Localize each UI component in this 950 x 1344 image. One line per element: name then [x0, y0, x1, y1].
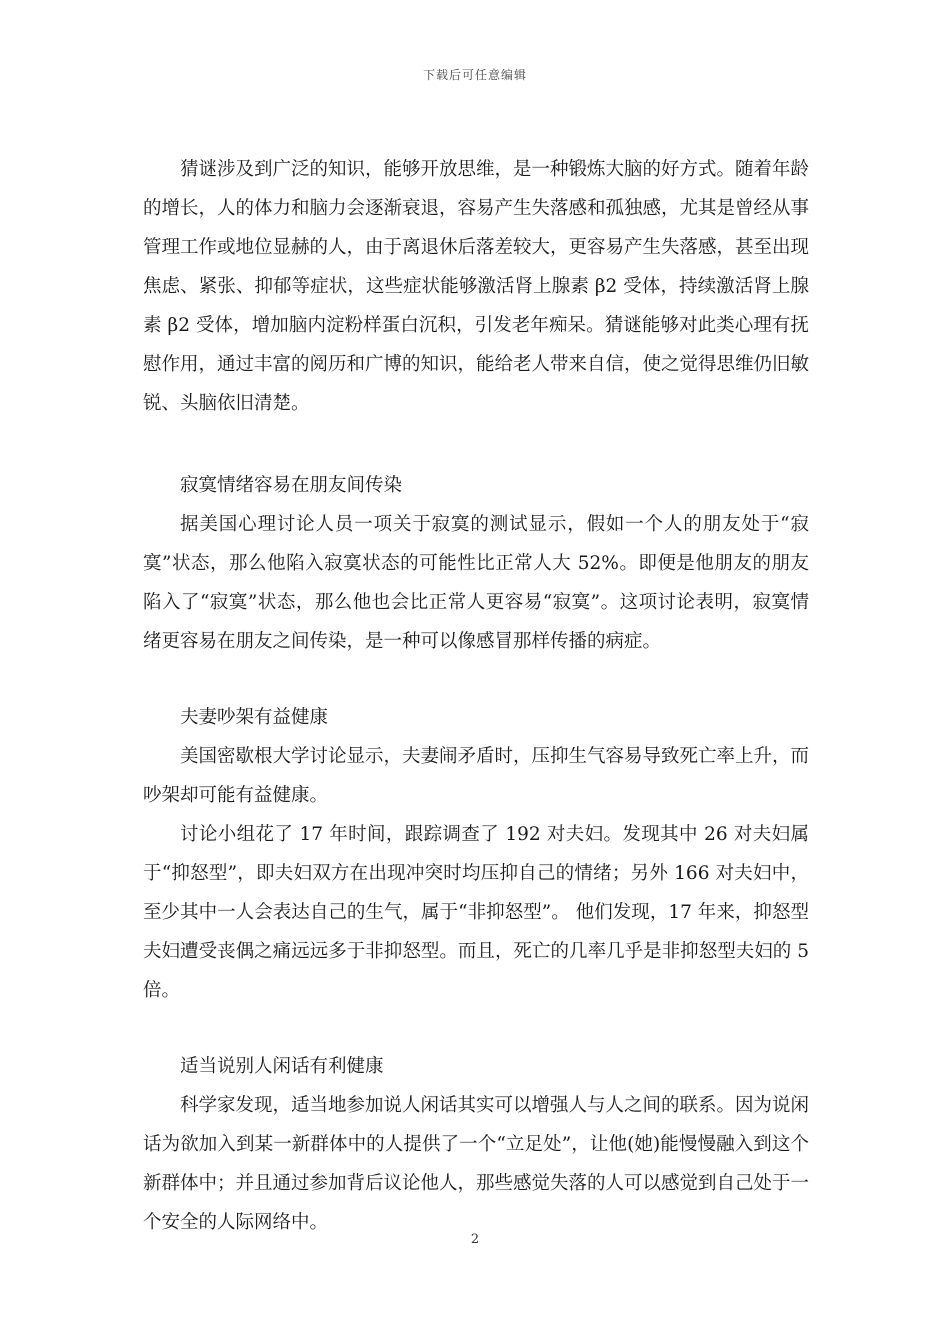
page-number: 2	[470, 1232, 480, 1247]
paragraph-loneliness: 据美国心理讨论人员一项关于寂寞的测试显示，假如一个人的朋友处于“寂寞”状态，那么他陷入寂寞状态的可能性比正常人大 52%。即便是他朋友的朋友陷入了“寂寞”状态，那么他也会比正常人更容易“寂寞”。这项讨论表明，寂寞情绪更容易在朋友之间传染，是一种可以像感冒那样传播的病症。	[143, 514, 809, 652]
section-heading-gossip: 适当说别人闲话有利健康	[180, 1056, 384, 1077]
document-body	[143, 150, 809, 1242]
paragraph-quarrel-intro: 美国密歇根大学讨论显示，夫妻闹矛盾时，压抑生气容易导致死亡率上升，而吵架却可能有益健康。	[143, 746, 810, 806]
paragraph-gossip: 科学家发现，适当地参加说人闲话其实可以增强人与人之间的联系。因为说闲话为欲加入到某一新群体中的人提供了一个“立足处”，让他(她)能慢慢融入到这个新群体中；并且通过参加背后议论他人，那些感觉失落的人可以感觉到自己处于一个安全的人际网络中。	[143, 1095, 810, 1233]
paragraph-quarrel-study: 讨论小组花了 17 年时间，跟踪调查了 192 对夫妇。发现其中 26 对夫妇属于“抑怒型”，即夫妇双方在出现冲突时均压抑自己的情绪；另外 166 对夫妇中，至少其中一人会表达自己的生气，属于“非抑怒型”。 他们发现，17 年来，抑怒型夫妇遭受丧偶之痛远远多于非抑怒型。而且，死亡的几率几乎是非抑怒型夫妇的 5 倍。	[143, 824, 809, 1001]
paragraph-riddles: 猜谜涉及到广泛的知识，能够开放思维，是一种锻炼大脑的好方式。随着年龄的增长，人的体力和脑力会逐渐衰退，容易产生失落感和孤独感，尤其是曾经从事管理工作或地位显赫的人，由于离退休后落差较大，更容易产生失落感，甚至出现焦虑、紧张、抑郁等症状，这些症状能够激活肾上腺素 β2 受体，持续激活肾上腺素 β2 受体，增加脑内淀粉样蛋白沉积，引发老年痴呆。猜谜能够对此类心理有抚慰作用，通过丰富的阅历和广博的知识，能给老人带来自信，使之觉得思维仍旧敏锐、头脑依旧清楚。	[143, 159, 810, 414]
section-heading-loneliness: 寂寞情绪容易在朋友间传染	[180, 475, 403, 496]
page-header: 下载后可任意编辑	[422, 68, 527, 82]
section-heading-quarrel: 夫妻吵架有益健康	[180, 707, 329, 728]
